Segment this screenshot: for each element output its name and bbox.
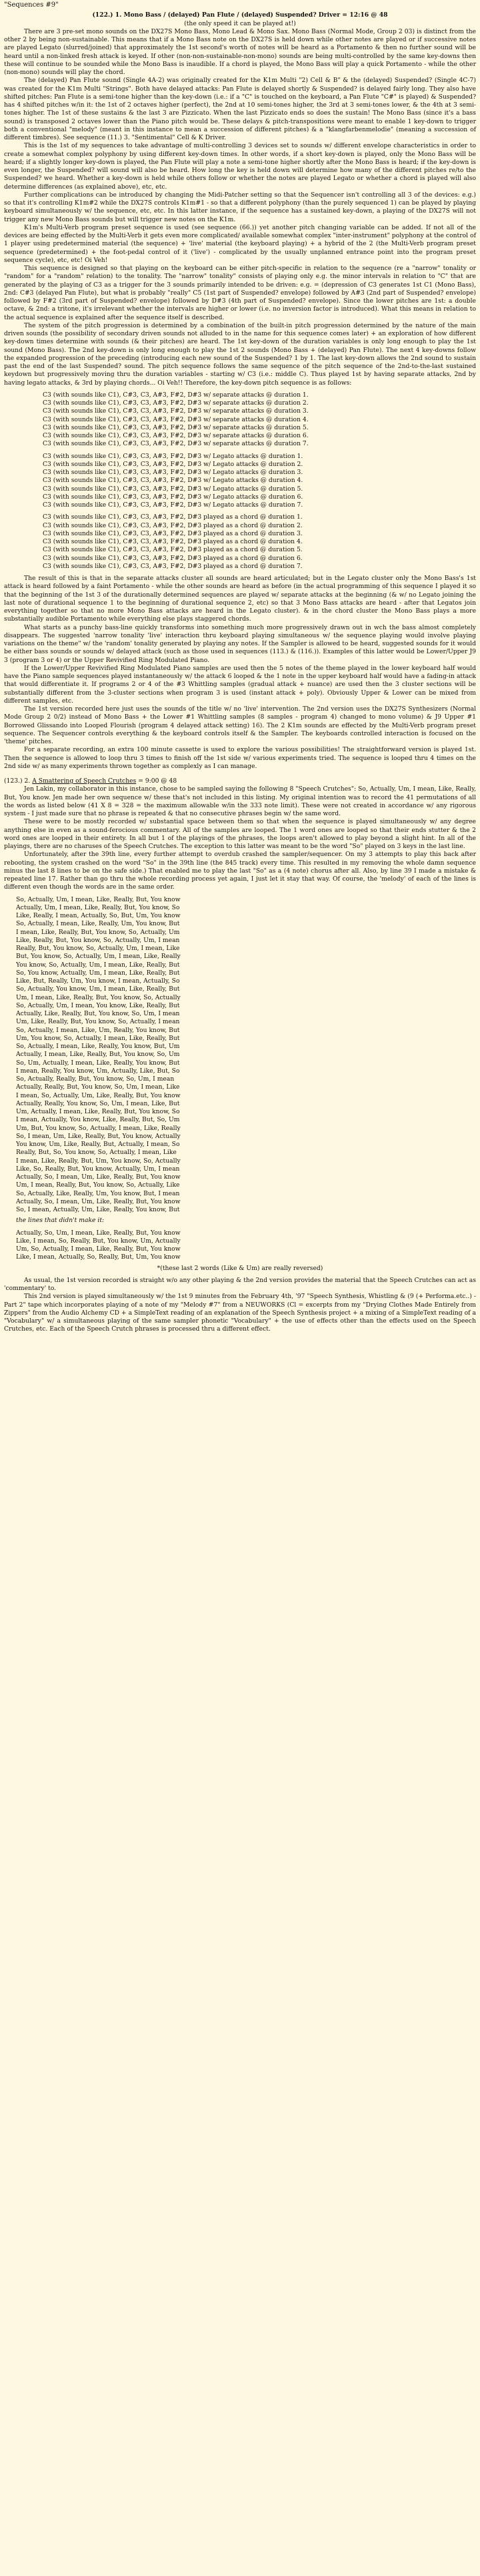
- paragraph: This is the 1st of my sequences to take advantage of multi-controlling 3 devices set to sounds w/ different envelope characteristics in order to create a somewhat complex polyphony by using different key-down times. In other words, if a short key-down is played, only the Mono Bass will be heard; if a slightly longer key-down is played, the Pan Flute will play a note a semi-tone higher shortly after the Mono Bass is heard; if the key-down is even longer, the Suspended? will sound will also be heard. How long the key is held down will determine how many of the different pitches re/to the Suspended? we heard. Whether a key-down is held while others follow or whether the notes are played Legato or whether a chord is played will also determine differences (as explained above), etc, etc.: [4, 142, 476, 191]
- phrase-line: Actually, Really, But, You know, So, Um, I mean, Like: [16, 1083, 180, 1091]
- paragraph: What starts as a punchy bass-line quickly transforms into something much more progressively drawn out in wch the bass almost completely disappears. The suggested 'narrow tonality 'live' interaction thru keyboard playing simultaneous w/ the sequence playing would involve playing variations on the theme" w/ the 'random' tonality generated by playing any notes. If the Sampler is allowed to be heard, suggested sounds for it would be either bass sounds or sounds w/ delayed attack (such as those used in sequences (113.) & (116.)). Examples of this latter would be Lower/Upper J9 3 (program 3 or 4) or the Upper Revivified Ring Modulated Piano.: [4, 623, 476, 664]
- list-item: C3 (with sounds like C1), C#3, C3, A#3, F#2, D#3 w/ Legato attacks @ duration 5.: [43, 485, 303, 493]
- phrase-line: So, Actually, I mean, Like, Really, You know, But, Um: [16, 1043, 180, 1050]
- phrase-line: Actually, Like, Really, But, You know, So, Um, I mean: [16, 1010, 180, 1017]
- paragraph: Jen Lakin, my collaborator in this instance, chose to be sampled saying the following 8 "Speech Crutches": So, Actually, Um, I mean, Like, Really, But, You know. Jen made her own sequence w/ these that's not included in this listing. My original intention was to record the 41 permutations of all the words as listed below (41 X 8 = 328 = the maximum allowable w/in the 333 note limit). These were not created in accordance w/ any rigorous system - I just made sure that no phrase is repeated & that no consecutive phrases begin w/ the same word.: [4, 785, 476, 817]
- list-item: C3 (with sounds like C1), C#3, C3, A#3, F#2, D#3 w/ Legato attacks @ duration 6.: [43, 493, 303, 501]
- list-item: C3 (with sounds like C1), C#3, C3, A#3, F#2, D#3 w/ Legato attacks @ duration 3.: [43, 469, 303, 476]
- list-item: C3 (with sounds like C1), C#3, C3, A#3, F#2, D#3 w/ Legato attacks @ duration 2.: [43, 460, 303, 468]
- phrase-line: I mean, Like, Really, But, Um, You know, So, Actually: [16, 1157, 181, 1165]
- paragraph: There are 3 pre-set mono sounds on the DX27S Mono Bass, Mono Lead & Mono Sax. Mono Bass (Normal Mode, Group 2 03) is distinct from the other 2 by being non-sustainable. This means that if a Mono Bass note on the DX27S is held down while other notes are played or if successive notes are played Legato (slurred/joined) that approximately the 1st second's worth of notes will be heard as a Portamento & then no further sound will be heard until a non-linked fresh attack is keyed. If other (non-non-sustainable-non-mono) sounds are being multi-controlled by the same key-downs then these will continue to be sounded while the Mono Bass is inaudible. If a chord is played, the Mono Bass will play a quick Portamento - while the other (non-mono) sounds will play the chord.: [4, 27, 476, 76]
- chord-list: [43, 513, 476, 571]
- list-item: C3 (with sounds like C1), C#3, C3, A#3, F#2, D#3 played as a chord @ duration 4.: [43, 538, 303, 545]
- phrase-line: I mean, Actually, You know, Like, Really, But, So, Um: [16, 1116, 180, 1124]
- paragraph: This sequence is designed so that playing on the keyboard can be either pitch-specific in relation to the sequence (re a "narrow" tonality or "random" for a "random" relation) to the tonality. The "narrow" tonality" consists of playing only e.g. the minor intervals in relation to "C" that are generated by the playing of C3 as a trigger for the 3 sounds primarily intended to be driven: e.g. = (depression of C3 generates 1st C1 (Mono Bass), 2nd: C#3 (delayed Pan Flute), but what is probably "really" C5 (1st part of Suspended? envelope) followed by A#3 (2nd part of Suspended? envelope) followed by F#2 (3rd part of Suspended? envelope) followed by D#3 (4th part of Suspended? envelope). Since the lower pitches are 1st: a double octave, & 2nd: a tritone, it's irrelevant whether the intervals are higher or lower (i.e. no inversion factor is introduced). What this means in relation to the actual sequence is explained after the sequence itself is described.: [4, 265, 476, 321]
- phrase-line: Really, But, You know, So, Actually, Um, I mean, Like: [16, 945, 180, 952]
- separate-attacks-list: [43, 391, 476, 449]
- paragraph: K1m's Multi-Verb program preset sequence is used (see sequence (66.)) yet another pitch changing variable can be added. If not all of the devices are being effected by the Multi-Verb it gets even more complicated/ available somewhat complex "inter-instrument" polyphony at the control of 1 player using predetermined material (the sequence) + 'live' material (the keyboard playing) + a hybrid of the 2 (the Multi-Verb program preset sequence (predetermined) + the foot-pedal control of it ('live') - complicated by the usually unplanned entrance point into the program preset sequence cycle), etc, etc! Oi Veh!: [4, 223, 476, 264]
- section-2-heading: [4, 777, 476, 785]
- list-item: C3 (with sounds like C1), C#3, C3, A#3, F#2, D#3 w/ separate attacks @ duration 1.: [43, 391, 309, 399]
- phrase-line: Um, So, Actually, I mean, Like, Really, But, You know: [16, 1245, 181, 1253]
- list-item: C3 (with sounds like C1), C#3, C3, A#3, F#2, D#3 w/ Legato attacks @ duration 7.: [43, 501, 303, 509]
- list-item: C3 (with sounds like C1), C#3, C3, A#3, F#2, D#3 w/ separate attacks @ duration 3.: [43, 407, 309, 415]
- phrase-list: [16, 896, 476, 1215]
- phrase-line: So, Um, Actually, I mean, Like, Really, You know, But: [16, 1059, 180, 1067]
- phrase-line: So, Actually, Um, I mean, You know, Like, Really, But: [16, 1001, 180, 1009]
- closing: [4, 1277, 476, 1334]
- legato-attacks-list: [43, 453, 476, 510]
- phrase-line: Like, Really, But, You know, So, Actually, Um, I mean: [16, 936, 180, 944]
- list-item: C3 (with sounds like C1), C#3, C3, A#3, F#2, D#3 w/ Legato attacks @ duration 4.: [43, 477, 303, 485]
- paragraph: The result of this is that in the separate attacks cluster all sounds are heard articulated; but in the Legato cluster only the Mono Bass's 1st attack is heard followed by a faint Portamento - while the other sounds are heard as before (in the actual programming of this sequence I played it so that the beginning of the 1st 3 of the durationally determined sequences are played w/ separate attacks at the beginning (& w/ no Legato joining the last note of durational sequence 1 to the beginning of durational sequence 2, etc) so that 3 Mono Bass attacks are heard - after that Legatos join everything together so that no more Mono Bass attacks are heard in the Legato cluster). & in the chord cluster the Mono Bass plays a more substantially audible Portamento while everything else plays staggered chords.: [4, 575, 476, 623]
- phrase-line: Um, But, You know, So, Actually, I mean, Like, Really: [16, 1124, 181, 1132]
- phrase-line: Like, Really, I mean, Actually, So, But, Um, You know: [16, 912, 181, 919]
- phrase-line: Um, I mean, Like, Really, But, You know, So, Actually: [16, 993, 181, 1001]
- list-item: C3 (with sounds like C1), C#3, C3, A#3, F#2, D#3 w/ separate attacks @ duration 2.: [43, 399, 309, 407]
- footnote: *(these last 2 words (Like & Um) are really reversed): [157, 1264, 323, 1272]
- list-item: C3 (with sounds like C1), C#3, C3, A#3, F#2, D#3 played as a chord @ duration 3.: [43, 529, 303, 537]
- phrase-list-extra: [16, 1229, 476, 1262]
- list-item: C3 (with sounds like C1), C#3, C3, A#3, F#2, D#3 w/ separate attacks @ duration 5.: [43, 423, 309, 431]
- list-item: C3 (with sounds like C1), C#3, C3, A#3, F#2, D#3 played as a chord @ duration 7.: [43, 562, 303, 570]
- phrase-line: Actually, So, Um, I mean, Like, Really, But, You know: [16, 1229, 181, 1237]
- phrase-line: You know, Um, Like, Really, But, Actually, I mean, So: [16, 1141, 180, 1148]
- document-title: "Sequences #9": [4, 1, 59, 9]
- phrase-line: So, Actually, Really, But, You know, So, Um, I mean: [16, 1075, 175, 1083]
- list-item: C3 (with sounds like C1), C#3, C3, A#3, F#2, D#3 w/ separate attacks @ duration 6.: [43, 432, 309, 439]
- phrase-line: So, I mean, Actually, Um, Like, Really, You know, But: [16, 1206, 180, 1213]
- phrase-line: Actually, I mean, Like, Really, But, You know, So, Um: [16, 1051, 180, 1059]
- phrase-line: Um, I mean, Really, But, You know, So, Actually, Like: [16, 1181, 180, 1189]
- section-1-heading-text: (122.) 1. Mono Bass / (delayed) Pan Flute / (delayed) Suspended? Driver = 12:16 @ 48: [92, 11, 388, 19]
- paragraph: These were to be mostly recorded w/ substantial space between them so that when the sequence is played simultaneously w/ any degree anything else in even as a sound-ferocious commentary. All of the samples are looped. The 1 word ones are looped so that their ends stutter & the 2 word ones are looped in their entirety. In all but 1 of the playings of the phrases, the loops aren't allowed to play beyond a slight hint. In all of the playings, there are no charuses of the Speech Crutches. The exception to this latter was meant to be the word "So" played on 3 keys in the last line.: [4, 818, 476, 850]
- section-2-heading-suffix: = 9:00 @ 48: [136, 777, 177, 785]
- phrase-line: So, Actually, I mean, Like, Really, Um, You know, But: [16, 920, 180, 928]
- list-item: C3 (with sounds like C1), C#3, C3, A#3, F#2, D#3 w/ separate attacks @ duration 4.: [43, 415, 309, 423]
- section-1-subheading: (the only speed it can be played at!): [184, 19, 296, 27]
- phrase-line: Actually, Really, You know, So, Um, I mean, Like, But: [16, 1099, 180, 1107]
- list-item: C3 (with sounds like C1), C#3, C3, A#3, F#2, D#3 played as a chord @ duration 5.: [43, 546, 303, 554]
- section-1-heading: [4, 11, 476, 19]
- paragraph: If the Lower/Upper Revivified Ring Modulated Piano samples are used then the 5 notes of the theme played in the lower keyboard half would have the Piano sample sequences played instantaneously w/ the attack 6 looped & the 1 note in the upper keyboard half would have a fading-in attack that would differentiate it. If programs 2 or 4 of the #3 Whittling samples (gradual attack + nuance) are used then the 3 cluster sections will be substantially different from the 3-cluster sections when program 3 is used (instant attack + poly). Obviously Upper & Lower can be mixed from different samples, etc.: [4, 664, 476, 705]
- paragraph: The (delayed) Pan Flute sound (Single 4A-2) was originally created for the K1m Multi "2) Cell & B" & the (delayed) Suspended? (Single 4C-7) was created for the K1m Multi "Strings". Both have delayed attacks: Pan Flute is delayed shortly & Suspended? is delayed fairly long. They also have shifted pitches: Pan Flute is a semi-tone higher than the key-down (i.e.: if a "C" is touched on the keyboard, a Pan Flute "C#" is played) & Suspended? has 4 shifted pitches w/in it: the 1st of 2 octaves higher (perfect), the 2nd at 10 semi-tones higher, the 3rd at 3 semi-tones lower, & the 4th at 3 semi-tones higher. The 1st of these sustains & the last 3 are Pizzicato. When the last Pizzicato ends so does the sustain! The Mono Bass (since it's a bass sound) is transposed 2 octaves lower than the Piano pitch would be. These delays & pitch-transpositions were meant to enable 1 key-down to trigger both a conventional "melody" (meant in this instance to mean a succession of different pitches) & a "klangfarbenmelodie" (meaning a succession of different timbres). See sequence (11.) 3. "Sentimental" Cell & K Driver.: [4, 77, 476, 141]
- phrase-line: Like, I mean, So, Really, But, You know, Um, Actually: [16, 1237, 181, 1245]
- section-2-title-link[interactable]: A Smattering of Speech Crutches: [32, 777, 137, 785]
- list-item: C3 (with sounds like C1), C#3, C3, A#3, F#2, D#3 played as a chord @ duration 6.: [43, 554, 303, 562]
- paragraph: Unfortunately, after the 39th line, every further attempt to overdub crashed the sampler/sequencer. On my 3 attempts to play this back after rebooting, the system crashed on the word "So" in the 39th line (the 845 track) every time. This resulted in my removing the whole damn sequence minus the last 8 lines to be on the safe side.) That enabled me to play the last "So" as a (4 note) chorus after all. Also, by line 39 I made a mistake & repeated line 17. Rather than go thru the whole recording process yet again, I just let it stay that way. Of course, the 'melody' of each of the lines is different even though the words are in the same order.: [4, 851, 476, 891]
- phrase-line: Really, But, So, You know, So, Actually, I mean, Like: [16, 1149, 177, 1157]
- section-1-after: [4, 575, 476, 771]
- phrase-line: Um, You know, So, Actually, I mean, Like, Really, But: [16, 1034, 180, 1042]
- paragraph: This 2nd version is played simultaneously w/ the 1st 9 minutes from the February 4th, '97 "Speech Synthesis, Whistling & (9 (+ Performa.etc..) - Part 2" tape which incorporates playing of a note of my "Melody #7" from a NEUWORKS (Cl = excerpts from my "Drying Clothes Made Entirely from Zippers" from the Audio Alchemy CD + a SimpleText reading of an explanation of the Speech Synthesis project + a mixing of a SimpleText reading of a "Vocabulary" w/ a simultaneous playing of the same sampler phonetic "Vocabulary" + the use of effects other than the effects used on the Speech Crutches, etc. Each of the Speech Crutch phrases is processed thru a different effect.: [4, 1293, 476, 1333]
- phrase-line: Like, I mean, Actually, So, Really, But, Um, You know: [16, 1253, 181, 1261]
- phrase-line: You know, So, Actually, Um, I mean, Like, Really, But: [16, 961, 180, 969]
- paragraph: The system of the pitch progression is determined by a combination of the built-in pitch progression determined by the nature of the main driven sounds (the possibility of secondary driven sounds not alluded to in the name for this sequence comes later) + an exploration of how different key-down times determine with sounds (& their pitches) are heard. The 1st key-down of the duration variables is only long enough to play the 1st sound (Mono Bass). The 2nd key-down is only long enough to play the 1st 2 sounds (Mono Bass + (delayed) Pan Flute). The next 4 key-downs follow the expanded progression of the preceding (introducing each new sound of the Suspended? 1 by 1. The last key-down allows the 2nd sound to sustain past the end of the last Suspended? sound. The pitch sequence follows the same sequence of the pitch sequence of the 2nd-to-the-last sustained keydown but progressively moving thru the duration variables - starting w/ C3 (i.e.: middle C). Thus played 1st by having separate attacks, 2nd by having legato attacks, & 3rd by playing chords... Oi Veh!! Therefore, the key-down pitch sequence is as follows:: [4, 321, 476, 387]
- phrase-line: So, You know, Actually, Um, I mean, Like, Really, But: [16, 969, 180, 977]
- paragraph: Further complications can be introduced by changing the Midi-Patcher setting so that the Sequencer isn't controlling all 3 of the devices: e.g.) so that it's controlling K1m#2 while the DX27S controls K1m#1 - so that a different polyphony (than the purely sequenced 1) can be played by playing keyboard simultaneously w/ the sequence, etc, etc. In this latter instance, if the sequence has a sustained key-down, a playing of the DX27S will not trigger any new Mono Bass sounds but will trigger new notes on the K1m.: [4, 191, 476, 223]
- phrase-line: So, Actually, Um, I mean, Like, Really, But, You know: [16, 895, 181, 903]
- phrase-line: Actually, So, I mean, Um, Like, Really, But, You know: [16, 1173, 181, 1181]
- list-item: C3 (with sounds like C1), C#3, C3, A#3, F#2, D#3 w/ Legato attacks @ duration 1.: [43, 452, 303, 460]
- phrase-line: Like, So, Really, But, You know, Actually, Um, I mean: [16, 1165, 180, 1173]
- section-2-body: [4, 785, 476, 891]
- phrase-line: Um, Like, Really, But, You know, So, Actually, I mean: [16, 1018, 180, 1026]
- section-2-heading-prefix: (123.) 2.: [4, 777, 33, 785]
- phrase-line: Actually, Um, I mean, Like, Really, But, You know, So: [16, 903, 180, 911]
- phrase-line: Um, Actually, I mean, Like, Really, But, You know, So: [16, 1108, 180, 1115]
- phrase-line: So, Actually, I mean, Like, Um, Really, You know, But: [16, 1026, 180, 1034]
- paragraph: For a separate recording, an extra 100 minute cassette is used to explore the various possibilities! The straightforward version is played 1st. Then the sequence is allowed to loop thru 3 times to finish off the 1st side w/ various experiments tried. The sequence is looped thru 4 times on the 2nd side w/ as many experiments thrown together as complexly as I can manage.: [4, 746, 476, 770]
- phrase-line: I mean, So, Actually, Um, Like, Really, But, You know: [16, 1091, 181, 1099]
- list-item: C3 (with sounds like C1), C#3, C3, A#3, F#2, D#3 w/ separate attacks @ duration 7.: [43, 440, 309, 448]
- phrase-line: So, Actually, Like, Really, Um, You know, But, I mean: [16, 1189, 180, 1197]
- phrases-note: [16, 1217, 476, 1225]
- phrases-note-text: the lines that didn't make it:: [16, 1217, 105, 1225]
- section-1-body: [4, 28, 476, 387]
- list-item: C3 (with sounds like C1), C#3, C3, A#3, F#2, D#3 played as a chord @ duration 2.: [43, 521, 303, 529]
- phrase-line: So, Actually, You know, Um, I mean, Like, Really, But: [16, 985, 180, 993]
- paragraph: As usual, the 1st version recorded is straight w/o any other playing & the 2nd version provides the material that the Speech Crutches can act as 'commentary' to.: [4, 1276, 476, 1292]
- phrase-line: I mean, Really, You know, Um, Actually, Like, But, So: [16, 1067, 180, 1075]
- paragraph: The 1st version recorded here just uses the sounds of the title w/ no 'live' intervention. The 2nd version uses the DX27S Synthesizers (Normal Mode Group 2 0/2) instead of Mono Bass + the Lower #1 Whittling samples (8 samples - program 4) changed to mono volume) & J9 Upper #1 Borrowed Glissando into Looped Flourish (program 4 delayed attack setting) 16). The 2 K1m sounds are effected by the Multi-Verb program preset sequence. The Sequencer controls everything & the keyboard controls itself & the Sampler. The keyboards controlled interaction is focused on the 'theme' pitches.: [4, 705, 476, 745]
- phrase-line: Actually, So, I mean, Um, Like, Really, But, You know: [16, 1197, 181, 1205]
- phrase-line: But, You know, So, Actually, Um, I mean, Like, Really: [16, 953, 181, 961]
- list-item: C3 (with sounds like C1), C#3, C3, A#3, F#2, D#3 played as a chord @ duration 1.: [43, 513, 303, 521]
- phrase-line: Like, But, Really, Um, You know, I mean, Actually, So: [16, 977, 180, 985]
- phrase-line: So, I mean, Um, Like, Really, But, You know, Actually: [16, 1132, 181, 1140]
- phrase-line: I mean, Like, Really, But, You know, So, Actually, Um: [16, 928, 180, 936]
